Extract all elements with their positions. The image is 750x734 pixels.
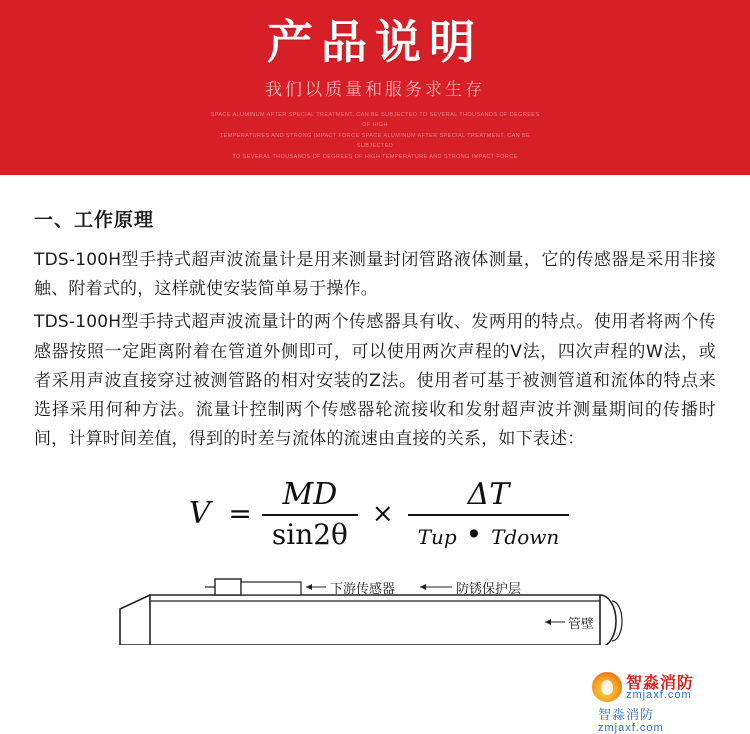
banner-english-line-1: SPACE ALUMINUM AFTER SPECIAL TREATMENT, CAN BE SUBJECTED TO SEVERAL THOUSANDS OF DEGREES OF HIGH bbox=[210, 111, 540, 129]
watermark-name: 智淼消防 bbox=[598, 708, 655, 723]
section-heading-working-principle: 一、工作原理 bbox=[34, 209, 155, 231]
banner-english-text bbox=[210, 110, 540, 162]
formula-lhs: V bbox=[188, 496, 211, 532]
formula-equals: = bbox=[228, 497, 252, 531]
formula-fraction-2-denominator bbox=[408, 516, 570, 551]
banner-subtitle: 我们以质量和服务求生存 bbox=[265, 79, 485, 100]
banner-english-line-2: TEMPERATURES AND STRONG IMPACT FORCE SPACE ALUMINUM AFTER SPECIAL TREATMENT, CAN BE SUBJECTED bbox=[219, 132, 531, 150]
flame-icon bbox=[592, 672, 622, 702]
label-rust-protection-layer: 防锈保护层 bbox=[456, 581, 522, 597]
pipe-diagram bbox=[0, 565, 750, 645]
pipe-diagram-svg bbox=[0, 565, 750, 645]
leader-arrow-rustlayer bbox=[420, 584, 426, 590]
formula-fraction-1-denominator: sin2θ bbox=[271, 517, 348, 551]
pipe-cap-right bbox=[600, 595, 616, 645]
paragraph-2: TDS-100H型手持式超声波流量计的两个传感器具有收、发两用的特点。使用者将两个传感器按照一定距离附着在管道外侧即可，可以使用两次声程的V法，四次声程的W法，或者采用声波直接穿过被测管路的相对安装的Z法。使用者可基于被测管道和流体的特点来选择采用何种方法。流量计控制两个传感器轮流接收和发射超声波并测量期间的传播时间，计算时间差值，得到的时差与流体的流速由直接的关系，如下表述： bbox=[34, 312, 716, 450]
banner-content bbox=[0, 0, 750, 175]
watermark-title: 智淼消防 bbox=[626, 673, 695, 692]
formula-fraction-1 bbox=[262, 477, 358, 551]
formula-fraction-2-numerator: ΔT bbox=[467, 476, 510, 512]
label-pipe-wall: 管壁 bbox=[568, 616, 595, 632]
sensor-block bbox=[215, 579, 241, 595]
document-content bbox=[0, 205, 750, 551]
formula-fraction-1-numerator: MD bbox=[282, 476, 338, 512]
banner-title: 产品说明 bbox=[267, 15, 483, 69]
leader-arrow-downstream bbox=[306, 584, 312, 590]
formula-dot-operator: • bbox=[465, 517, 483, 551]
page-banner bbox=[0, 0, 750, 175]
pipe-body bbox=[150, 595, 600, 645]
formula-t-down: Tdown bbox=[491, 524, 560, 549]
watermark-pinyin: zmjaxf.com bbox=[626, 689, 692, 701]
watermark bbox=[592, 668, 742, 734]
label-downstream-sensor: 下游传感器 bbox=[330, 581, 396, 597]
formula-velocity bbox=[34, 477, 716, 551]
banner-english-line-3: TO SEVERAL THOUSANDS OF DEGREES OF HIGH TEMPERATURE AND STRONG IMPACT FORCE bbox=[232, 153, 518, 160]
watermark-domain: zmjaxf.com bbox=[598, 722, 664, 734]
formula-fraction-2 bbox=[408, 477, 570, 551]
pipe-left-end bbox=[120, 595, 150, 645]
sensor-body bbox=[241, 582, 301, 595]
formula-t-up: Tup bbox=[417, 524, 457, 549]
flame-icon-inner bbox=[601, 680, 613, 695]
formula-multiply-operator: × bbox=[371, 498, 394, 529]
paragraph-1: TDS-100H型手持式超声波流量计是用来测量封闭管路液体测量，它的传感器是采用非接触、附着式的，这样就使安装简单易于操作。 bbox=[34, 250, 716, 300]
